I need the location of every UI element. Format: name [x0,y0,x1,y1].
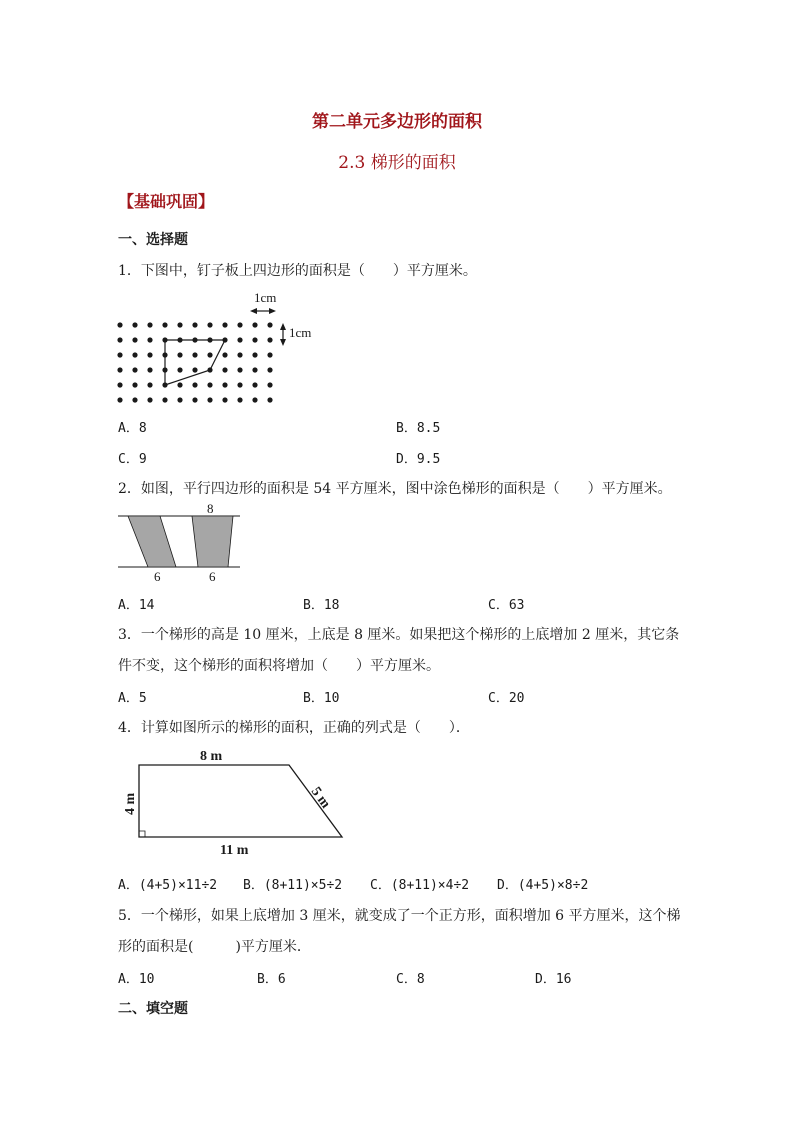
peg-dot [147,337,152,342]
shaded-trapezoid-left [128,516,176,567]
q1-option-a[interactable]: A．8 [118,421,147,436]
peg-dot [207,382,212,387]
peg-dot [132,382,137,387]
q4-option-d[interactable]: D．(4+5)×8÷2 [497,878,589,893]
right-angle-mark [139,831,145,837]
peg-dot [162,322,167,327]
peg-dot [117,337,122,342]
peg-dot [222,397,227,402]
q1-option-c[interactable]: C．9 [118,452,147,467]
v-unit-label: 1cm [289,325,312,340]
peg-dot [147,397,152,402]
pegboard-figure [112,285,332,415]
peg-dot [252,352,257,357]
unit-title: 第二单元多边形的面积 [312,112,482,132]
trapezoid-figure [118,745,348,860]
peg-dot [117,382,122,387]
peg-dot [177,397,182,402]
peg-dot [252,337,257,342]
bottom-base-label: 11 m [220,843,249,858]
q2-option-a[interactable]: A．14 [118,598,155,613]
h-arrow-head-left [250,308,257,314]
peg-dot [252,382,257,387]
peg-dot [117,367,122,372]
right-trapezoid [139,765,342,837]
peg-dot [267,352,272,357]
slant-side-label: 5 m [307,784,333,812]
peg-dot [192,367,197,372]
q5-option-d[interactable]: D．16 [535,972,572,987]
peg-dot [132,367,137,372]
peg-dot [177,382,182,387]
q4-option-c[interactable]: C．(8+11)×4÷2 [370,878,470,893]
peg-dot [117,322,122,327]
lesson-title: 2.3 梯形的面积 [338,153,456,173]
q1-option-d[interactable]: D．9.5 [396,452,441,467]
peg-dot [177,367,182,372]
peg-dot [132,397,137,402]
q3-option-b[interactable]: B．10 [303,691,340,706]
q2-option-b[interactable]: B．18 [303,598,340,613]
peg-dot [132,337,137,342]
peg-dot [237,397,242,402]
question-2: 2．如图，平行四边形的面积是 54 平方厘米，图中涂色梯形的面积是（ ）平方厘米。 [118,481,672,497]
peg-dot [222,367,227,372]
question-5-line2: 形的面积是( )平方厘米． [118,939,311,955]
height-label: 4 m [123,792,138,815]
peg-dot [147,367,152,372]
peg-dot [147,352,152,357]
peg-dot [207,352,212,357]
peg-dot [237,352,242,357]
peg-dot [222,352,227,357]
peg-dot [147,382,152,387]
peg-dot [237,382,242,387]
v-arrow-head-top [280,323,286,330]
q3-option-a[interactable]: A．5 [118,691,147,706]
peg-dot [252,322,257,327]
peg-dot [252,397,257,402]
peg-dot [192,352,197,357]
top-base-label: 8 m [200,749,223,764]
peg-dot [132,352,137,357]
bottom-left-label: 6 [154,569,161,584]
q5-option-a[interactable]: A．10 [118,972,155,987]
q4-option-b[interactable]: B．(8+11)×5÷2 [243,878,343,893]
peg-dot [147,322,152,327]
peg-dot [252,367,257,372]
peg-dot [222,322,227,327]
peg-dot [132,322,137,327]
peg-dot [267,382,272,387]
peg-dot [237,337,242,342]
h-arrow-head-right [269,308,276,314]
q1-option-b[interactable]: B．8.5 [396,421,441,436]
peg-dot [237,322,242,327]
h-unit-label: 1cm [254,290,277,305]
peg-dot [117,352,122,357]
peg-dot [162,397,167,402]
peg-dot [117,397,122,402]
v-arrow-head-bottom [280,339,286,346]
peg-dot [177,322,182,327]
q2-option-c[interactable]: C．63 [488,598,525,613]
peg-dot [267,337,272,342]
part-tag: 【基础巩固】 [118,192,215,211]
question-3-line1: 3．一个梯形的高是 10 厘米，上底是 8 厘米。如果把这个梯形的上底增加 2 厘米，其它条 [118,627,680,643]
peg-dot [192,322,197,327]
quadrilateral-shape [165,340,225,385]
peg-dot [237,367,242,372]
section-heading-choice: 一、选择题 [118,232,188,248]
parallelogram-figure [118,500,243,585]
peg-dot [207,397,212,402]
peg-dot [267,397,272,402]
q4-option-a[interactable]: A．(4+5)×11÷2 [118,878,218,893]
peg-dot [192,397,197,402]
question-4: 4．计算如图所示的梯形的面积，正确的列式是（ ）． [118,720,470,736]
q5-option-b[interactable]: B．6 [257,972,286,987]
bottom-right-label: 6 [209,569,216,584]
q3-option-c[interactable]: C．20 [488,691,525,706]
peg-dot [192,382,197,387]
top-label: 8 [207,501,214,516]
shaded-trapezoid-right [192,516,233,567]
question-1: 1．下图中，钉子板上四边形的面积是（ ）平方厘米。 [118,263,477,279]
peg-dot [222,382,227,387]
question-5-line1: 5．一个梯形，如果上底增加 3 厘米，就变成了一个正方形，面积增加 6 平方厘米，这个梯 [118,908,681,924]
peg-dot [207,322,212,327]
peg-dot [267,367,272,372]
question-3-line2: 件不变，这个梯形的面积将增加（ ）平方厘米。 [118,658,440,674]
peg-dot [267,322,272,327]
section-heading-fill: 二、填空题 [118,1001,188,1017]
peg-grid [117,322,272,402]
q5-option-c[interactable]: C．8 [396,972,425,987]
peg-dot [177,352,182,357]
